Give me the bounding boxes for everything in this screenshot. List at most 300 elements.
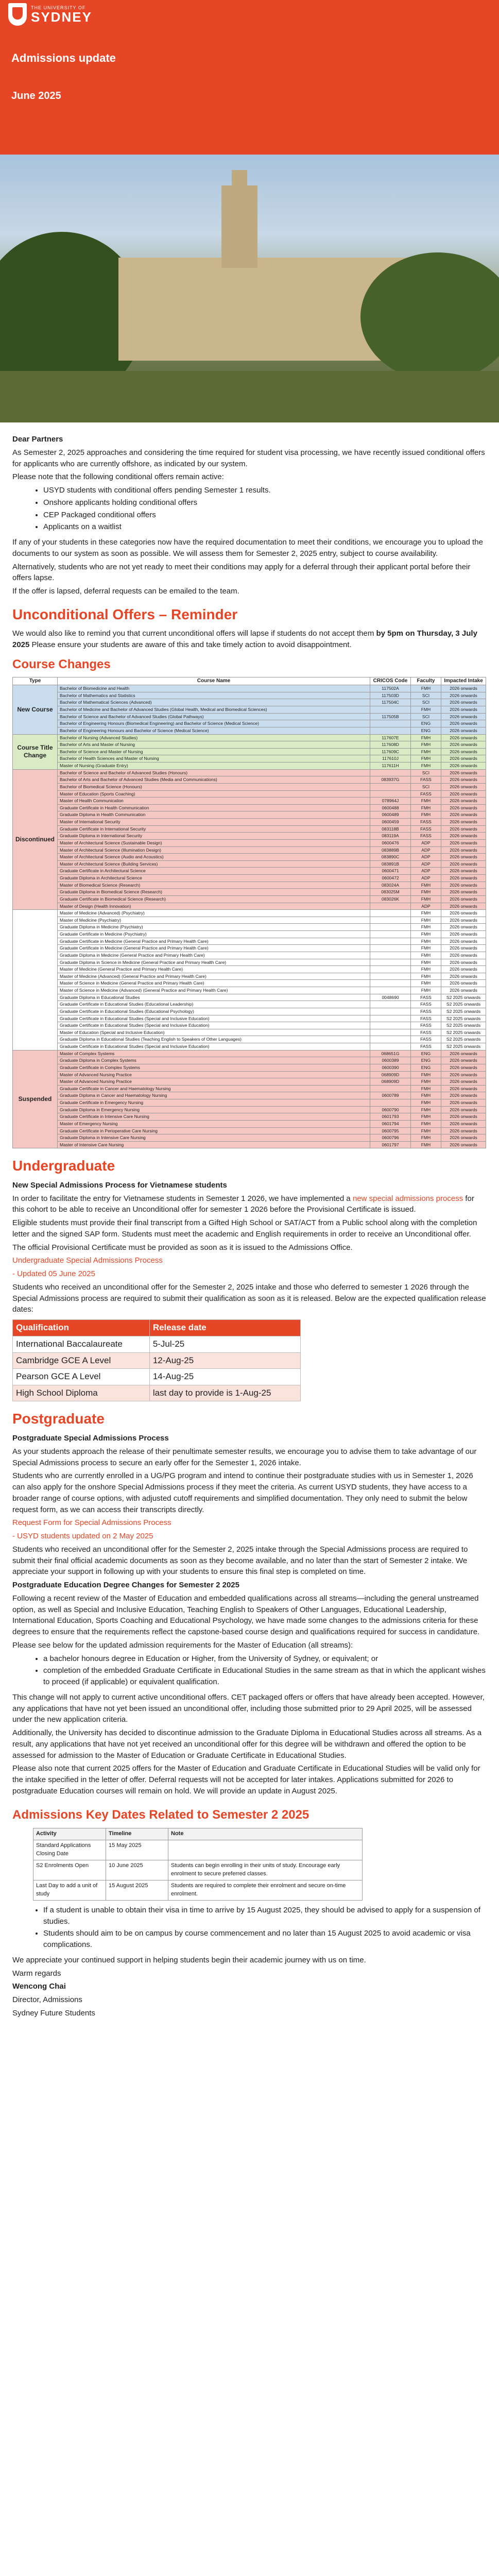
table-row (13, 783, 486, 790)
table-row (13, 748, 486, 755)
table-row (13, 952, 486, 959)
table-cell: 2026 onwards (441, 769, 486, 776)
table-row (13, 980, 486, 987)
table-cell: 2026 onwards (441, 1099, 486, 1107)
table-cell: 2026 onwards (441, 811, 486, 819)
pg-update-note: - USYD students updated on 2 May 2025 (12, 1532, 153, 1541)
table-cell (370, 720, 411, 727)
table-cell: Graduate Certificate in International Security (58, 825, 370, 833)
table-cell: 083119A (370, 833, 411, 840)
table-row (13, 1057, 486, 1064)
table-cell: 117611H (370, 762, 411, 770)
table-cell: 2026 onwards (441, 699, 486, 706)
table-cell: Bachelor of Mathematical Sciences (Advanced) (58, 699, 370, 706)
table-cell: Graduate Diploma in Intensive Care Nursing (58, 1134, 370, 1142)
table-cell: Graduate Certificate in Educational Studies (Special and Inclusive Education) (58, 1015, 370, 1022)
table-cell: 2026 onwards (441, 685, 486, 692)
table-cell: last day to provide is 1-Aug-25 (149, 1385, 300, 1401)
table-cell: Master of Science in Medicine (General Practice and Primary Health Care) (58, 980, 370, 987)
table-cell: 0600489 (370, 811, 411, 819)
table-cell: 083890C (370, 854, 411, 861)
table-cell: FASS (411, 776, 441, 784)
table-row (13, 860, 486, 868)
table-cell: Graduate Diploma in Science in Medicine (General Practice and Primary Health Care) (58, 959, 370, 966)
table-row (13, 706, 486, 714)
table-cell: S2 2025 onwards (441, 994, 486, 1001)
table-cell: 2026 onwards (441, 1141, 486, 1148)
table-cell: Master of Nursing (Graduate Entry) (58, 762, 370, 770)
table-cell: 2026 onwards (441, 854, 486, 861)
table-cell (370, 727, 411, 734)
table-cell (370, 938, 411, 945)
table-cell: Bachelor of Health Sciences and Master of Nursing (58, 755, 370, 762)
table-cell: Cambridge GCE A Level (13, 1352, 150, 1369)
table-cell: 083889B (370, 846, 411, 854)
list-item: • Applicants on a waitlist (43, 521, 487, 533)
requirements-list (12, 1653, 487, 1688)
course-changes-table (12, 677, 486, 1149)
table-cell: Graduate Certificate in Educational Studies (Educational Leadership) (58, 1001, 370, 1008)
table-cell: 0600390 (370, 1064, 411, 1071)
table-cell: Graduate Diploma in Educational Studies (58, 994, 370, 1001)
table-cell: 12-Aug-25 (149, 1352, 300, 1369)
crest-icon (8, 3, 27, 26)
table-cell: ADP (411, 903, 441, 910)
table-row (13, 833, 486, 840)
intro-paragraph: If any of your students in these categories now have the required documentation to meet their conditions, we encourage you to upload the documents to our system as soon as possible. We will assess them for Semester 2, 2025 entry, subject to course availability. (12, 538, 483, 558)
table-cell: Graduate Certificate in Emergency Nursing (58, 1099, 370, 1107)
table-cell: Graduate Certificate in Biomedical Science (Research) (58, 895, 370, 903)
table-cell (370, 987, 411, 994)
table-cell: Master of Intensive Care Nursing (58, 1141, 370, 1148)
table-cell: Standard Applications Closing Date (33, 1840, 106, 1860)
table-row (13, 846, 486, 854)
table-cell: Graduate Certificate in Medicine (Psychiatry) (58, 931, 370, 938)
table-cell: 2026 onwards (441, 1106, 486, 1113)
column-header: CRICOS Code (370, 677, 411, 685)
table-row (13, 692, 486, 699)
table-cell: ADP (411, 868, 441, 875)
table-cell: Master of Science in Medicine (Advanced) (General Practice and Primary Health Care) (58, 987, 370, 994)
column-header: Course Name (58, 677, 370, 685)
table-cell: Bachelor of Arts and Bachelor of Advanced Studies (Media and Communications) (58, 776, 370, 784)
table-row (13, 895, 486, 903)
table-row (13, 1141, 486, 1148)
column-header: Qualification (13, 1320, 150, 1336)
table-row (13, 1008, 486, 1015)
table-cell: Bachelor of Biomedical Science (Honours) (58, 783, 370, 790)
postgrad-paragraph: Following a recent review of the Master of Education and embedded qualifications across all streams—including the general unstreamed option, as well as Special and Inclusive Education, Teaching English to Speakers of Other Languages, Educational Leadership, International Education, Sports Coaching and Educational Psychology, we have made some changes to the admissions criteria for these degrees to ensure that the requirements reflect the capstone-based course design and qualifications required for success in candidature. (12, 1594, 480, 1637)
table-cell (370, 706, 411, 714)
section-title-postgraduate: Postgraduate (12, 1411, 105, 1427)
table-cell: 2026 onwards (441, 706, 486, 714)
table-cell: Master of Medicine (General Practice and Primary Health Care) (58, 966, 370, 973)
table-cell: FASS (411, 833, 441, 840)
postgrad-paragraph: Additionally, the University has decided to discontinue admission to the Graduate Diploma in Educational Studies across all streams. As a result, any applications that have not yet received an unconditional offer for this degree will be withdrawn and offered the option to be assessed for admission to the Master of Education or Graduate Certificate in Educational Studies. (12, 1728, 482, 1760)
table-row (13, 798, 486, 805)
table-cell: FASS (411, 819, 441, 826)
table-cell: Master of Architectural Science (Sustainable Design) (58, 839, 370, 846)
table-cell: 2026 onwards (441, 980, 486, 987)
table-cell: Master of Medicine (Advanced) (Psychiatry) (58, 910, 370, 917)
list-item: • completion of the embedded Graduate Certificate in Educational Studies in the same stream as that in which the applicant wishes to proceed (if applicable) or equivalent qualification. (43, 1665, 487, 1688)
table-cell: SCI (411, 769, 441, 776)
newsletter-body (0, 422, 499, 2576)
table-cell: Students can begin enrolling in their units of study. Encourage early enrolment to secure preferred classes. (168, 1860, 363, 1880)
table-cell: 2026 onwards (441, 720, 486, 727)
table-cell (370, 966, 411, 973)
table-cell: 0600476 (370, 839, 411, 846)
table-cell: FASS (411, 1001, 441, 1008)
intro-paragraph: Please note that the following conditional offers remain active: (12, 472, 224, 482)
table-row (13, 1134, 486, 1142)
table-cell: 2026 onwards (441, 1071, 486, 1078)
table-cell: 2026 onwards (441, 882, 486, 889)
table-row (13, 776, 486, 784)
table-cell: Graduate Diploma in Biomedical Science (Research) (58, 889, 370, 896)
table-cell: Master of Biomedical Science (Research) (58, 882, 370, 889)
table-cell: Graduate Certificate in Architectural Science (58, 868, 370, 875)
table-cell: Graduate Certificate in Health Communication (58, 804, 370, 811)
list-item: • Students should aim to be on campus by course commencement and no later than 15 August 2025 to avoid academic or visa complications. (43, 1928, 487, 1951)
table-cell: Graduate Certificate in Educational Studies (Special and Inclusive Education) (58, 1022, 370, 1029)
group-label: New Course (13, 685, 58, 734)
key-dates-table (33, 1828, 363, 1901)
table-row (13, 931, 486, 938)
table-cell: 083118B (370, 825, 411, 833)
table-cell (370, 1043, 411, 1050)
release-dates-table (12, 1319, 301, 1401)
table-cell: Bachelor of Engineering Honours (Biomedical Engineering) and Bachelor of Science (Medical Science) (58, 720, 370, 727)
column-header: Activity (33, 1828, 106, 1840)
table-cell: FMH (411, 1141, 441, 1148)
table-row (13, 868, 486, 875)
table-cell: Graduate Diploma in Architectural Science (58, 875, 370, 882)
table-cell: 068651G (370, 1050, 411, 1057)
column-header: Impacted Intake (441, 677, 486, 685)
table-cell: 2026 onwards (441, 952, 486, 959)
table-row (13, 973, 486, 980)
table-cell (370, 910, 411, 917)
table-cell: S2 2025 onwards (441, 1008, 486, 1015)
table-row (13, 1106, 486, 1113)
text-run: for this cohort to be able to receive an Unconditional offer for semester 1 2026 before the Provisional Certificate is issued. (12, 1194, 474, 1214)
table-cell (370, 1099, 411, 1107)
table-cell: S2 2025 onwards (441, 1036, 486, 1043)
undergrad-paragraph: Eligible students must provide their final transcript from a Gifted High School or SAT/ACT from a Public school along with the completion letter and the signed SAP form. Students must meet the academic and English requirements in order to receive an Unconditional offer. (12, 1218, 477, 1239)
table-cell: 2026 onwards (441, 1113, 486, 1121)
table-cell: Graduate Certificate in Perioperative Care Nursing (58, 1127, 370, 1134)
table-cell: FMH (411, 1113, 441, 1121)
logo-small-text: THE UNIVERSITY OF (31, 5, 86, 10)
table-cell: FMH (411, 987, 441, 994)
table-row (13, 713, 486, 720)
table-cell: Graduate Diploma in Cancer and Haematology Nursing (58, 1092, 370, 1099)
table-cell: 2026 onwards (441, 1092, 486, 1099)
table-row (13, 1078, 486, 1086)
table-cell: S2 2025 onwards (441, 1043, 486, 1050)
table-row (13, 839, 486, 846)
table-cell: Master of Advanced Nursing Practice (58, 1071, 370, 1078)
table-cell: 117504C (370, 699, 411, 706)
table-cell: S2 2025 onwards (441, 1015, 486, 1022)
table-row (13, 1022, 486, 1029)
table-row (13, 966, 486, 973)
table-cell: 2026 onwards (441, 931, 486, 938)
table-cell: Graduate Certificate in Medicine (General Practice and Primary Health Care) (58, 938, 370, 945)
table-cell: 2026 onwards (441, 924, 486, 931)
table-cell: Master of Emergency Nursing (58, 1120, 370, 1127)
table-cell: Graduate Certificate in Complex Systems (58, 1064, 370, 1071)
table-cell: 2026 onwards (441, 945, 486, 952)
table-cell: FMH (411, 966, 441, 973)
table-cell: 2026 onwards (441, 910, 486, 917)
table-cell: Graduate Certificate in Cancer and Haematology Nursing (58, 1085, 370, 1092)
table-cell: Bachelor of Arts and Master of Nursing (58, 741, 370, 749)
table-row (13, 1029, 486, 1036)
table-cell: SCI (411, 783, 441, 790)
table-cell: Graduate Certificate in Educational Studies (Educational Psychology) (58, 1008, 370, 1015)
text-run: In order to facilitate the entry for Vietnamese students in Semester 1 2026, we have implemented a (12, 1194, 353, 1203)
table-cell: SCI (411, 699, 441, 706)
undergrad-paragraph (12, 1193, 487, 1216)
table-cell: ADP (411, 846, 441, 854)
table-cell: FMH (411, 895, 441, 903)
header-banner (0, 0, 499, 155)
table-cell: 2026 onwards (441, 917, 486, 924)
text-run: We would also like to remind you that current unconditional offers will lapse if students do not accept them (12, 629, 376, 638)
column-header: Type (13, 677, 58, 685)
table-row (13, 1050, 486, 1057)
table-cell: FASS (411, 1036, 441, 1043)
postgrad-subtitle: Postgraduate Special Admissions Process (12, 1434, 169, 1443)
table-cell: FMH (411, 706, 441, 714)
table-cell (370, 1022, 411, 1029)
table-cell: 2026 onwards (441, 938, 486, 945)
table-cell: FMH (411, 973, 441, 980)
table-cell: Graduate Diploma in Health Communication (58, 811, 370, 819)
table-cell: 2026 onwards (441, 776, 486, 784)
table-cell: FMH (411, 980, 441, 987)
newsletter-date: June 2025 (11, 90, 61, 101)
key-dates-notes (12, 1905, 487, 1951)
table-cell: 2026 onwards (441, 819, 486, 826)
table-cell: 2026 onwards (441, 1085, 486, 1092)
undergrad-paragraph: Students who received an unconditional offer for the Semester 2, 2025 intake and those who deferred to semester 1 2026 through the Special Admissions process are required to submit their qualification as soon as it is released. Below are the expected qualification release dates: (12, 1282, 486, 1314)
table-cell: FASS (411, 1022, 441, 1029)
table-cell (370, 924, 411, 931)
table-cell: Master of Design (Health Innovation) (58, 903, 370, 910)
table-cell: 2026 onwards (441, 748, 486, 755)
table-cell (370, 1085, 411, 1092)
table-cell: FMH (411, 755, 441, 762)
table-cell: 117610J (370, 755, 411, 762)
column-header: Release date (149, 1320, 300, 1336)
table-row (13, 889, 486, 896)
logo-large-text: SYDNEY (31, 9, 92, 25)
table-cell: 0601793 (370, 1113, 411, 1121)
table-cell: ADP (411, 839, 441, 846)
table-cell: Master of Education (Special and Inclusive Education) (58, 1029, 370, 1036)
university-logo[interactable] (8, 3, 92, 26)
table-cell: 2026 onwards (441, 755, 486, 762)
table-cell: Bachelor of Medicine and Bachelor of Advanced Studies (Global Health, Medical and Biomedical Sciences) (58, 706, 370, 714)
table-cell: 0048690 (370, 994, 411, 1001)
table-row (13, 1015, 486, 1022)
list-item: • Onshore applicants holding conditional offers (43, 497, 487, 509)
table-cell: Master of Complex Systems (58, 1050, 370, 1057)
table-cell: Master of Architectural Science (Illumination Design) (58, 846, 370, 854)
section-title-key-dates: Admissions Key Dates Related to Semester 2 2025 (12, 1807, 309, 1822)
table-cell: 083025M (370, 889, 411, 896)
table-row (13, 959, 486, 966)
table-cell: Graduate Diploma in Educational Studies (Teaching English to Speakers of Other Languages) (58, 1036, 370, 1043)
intro-paragraph: As Semester 2, 2025 approaches and considering the time required for student visa processing, we have recently issued conditional offers for applicants who are currently offshore, as indicated by our system. (12, 448, 485, 468)
table-cell: Bachelor of Nursing (Advanced Studies) (58, 734, 370, 741)
table-cell: FMH (411, 910, 441, 917)
ug-update-note: - Updated 05 June 2025 (12, 1269, 95, 1279)
table-cell: 15 May 2025 (106, 1840, 168, 1860)
list-item: • a bachelor honours degree in Education or Higher, from the University of Sydney, or equivalent; or (43, 1653, 487, 1665)
table-cell: 2026 onwards (441, 692, 486, 699)
table-row (13, 910, 486, 917)
table-cell: 0600796 (370, 1134, 411, 1142)
table-cell: 2026 onwards (441, 959, 486, 966)
group-label (13, 910, 58, 1050)
table-row (13, 727, 486, 734)
table-row (13, 699, 486, 706)
postgrad-paragraph: Students who received an unconditional offer for the Semester 2, 2025 intake through the Special Admissions process are required to submit their final official academic documents as soon as they become available, and no later than the start of Semester 2 intake. We appreciate your support in following up with your students to ensure this final step is completed on time. (12, 1545, 468, 1577)
table-cell: 117505B (370, 713, 411, 720)
table-cell: FMH (411, 945, 441, 952)
table-cell: Last Day to add a unit of study (33, 1880, 106, 1901)
table-row (13, 811, 486, 819)
table-cell: 2026 onwards (441, 1134, 486, 1142)
table-cell: ENG (411, 727, 441, 734)
table-cell (370, 931, 411, 938)
table-cell: 2026 onwards (441, 1064, 486, 1071)
table-cell (370, 1015, 411, 1022)
table-cell: ENG (411, 1064, 441, 1071)
lawn-shape (0, 371, 499, 422)
table-cell: Pearson GCE A Level (13, 1369, 150, 1385)
table-cell: 2026 onwards (441, 783, 486, 790)
table-cell: 15 August 2025 (106, 1880, 168, 1901)
table-cell: 0600790 (370, 1106, 411, 1113)
deadline-text: by 5pm on Thursday, 3 July 2025 (12, 629, 477, 650)
table-cell: FMH (411, 1127, 441, 1134)
table-cell: 117607E (370, 734, 411, 741)
table-cell: FMH (411, 917, 441, 924)
group-label: Discontinued (13, 769, 58, 910)
table-cell: Graduate Diploma in Medicine (Psychiatry) (58, 924, 370, 931)
table-cell: 117503D (370, 692, 411, 699)
table-cell: Graduate Diploma in Medicine (General Practice and Primary Health Care) (58, 952, 370, 959)
table-cell: ENG (411, 720, 441, 727)
table-cell: 2026 onwards (441, 762, 486, 770)
closing-salutation: Warm regards (12, 1969, 61, 1978)
table-cell: Bachelor of Science and Bachelor of Advanced Studies (Honours) (58, 769, 370, 776)
table-cell: FASS (411, 825, 441, 833)
table-cell: 2026 onwards (441, 895, 486, 903)
section-title-unconditional: Unconditional Offers – Reminder (12, 606, 238, 622)
table-cell: FASS (411, 1015, 441, 1022)
table-row (13, 1036, 486, 1043)
ug-special-admissions-link[interactable]: Undergraduate Special Admissions Process (12, 1256, 163, 1265)
table-cell: FMH (411, 1071, 441, 1078)
table-cell: 2026 onwards (441, 987, 486, 994)
undergrad-subtitle: New Special Admissions Process for Vietnamese students (12, 1180, 227, 1190)
table-cell: FMH (411, 924, 441, 931)
table-cell: FMH (411, 1120, 441, 1127)
signatory-role: Director, Admissions (12, 1995, 82, 2005)
intro-paragraph: If the offer is lapsed, deferral requests can be emailed to the team. (12, 587, 239, 596)
table-cell: FMH (411, 931, 441, 938)
table-cell: FMH (411, 804, 441, 811)
table-row (13, 1113, 486, 1121)
undergrad-paragraph: The official Provisional Certificate must be provided as soon as it is issued to the Admissions Office. (12, 1243, 353, 1252)
table-cell: ADP (411, 875, 441, 882)
table-cell: 083024A (370, 882, 411, 889)
table-cell: 0600789 (370, 1092, 411, 1099)
column-header: Note (168, 1828, 363, 1840)
postgrad-paragraph: As your students approach the release of their penultimate semester results, we encourage you to advise them to take advantage of our Special Admissions process to secure an early offer for the Semester 1, 2026 intake. (12, 1447, 477, 1467)
table-cell: FMH (411, 798, 441, 805)
table-cell: 117608D (370, 741, 411, 749)
table-cell: 083937G (370, 776, 411, 784)
table-cell: Graduate Certificate in Intensive Care Nursing (58, 1113, 370, 1121)
table-cell: Master of Medicine (Psychiatry) (58, 917, 370, 924)
table-cell: ADP (411, 854, 441, 861)
table-row (13, 854, 486, 861)
table-row (13, 734, 486, 741)
intro-paragraph: Alternatively, students who are not yet ready to meet their conditions may apply for a deferral through their applicant portal before their offers lapse. (12, 562, 471, 583)
column-header: Faculty (411, 677, 441, 685)
table-cell: Bachelor of Science and Master of Nursing (58, 748, 370, 755)
table-row (13, 819, 486, 826)
table-cell: 0600459 (370, 819, 411, 826)
table-cell: 068909D (370, 1078, 411, 1086)
postgrad-paragraph: Students who are currently enrolled in a UG/PG program and intend to continue their postgraduate studies with us in Semester 1, 2026 can also apply for the onshore Special Admissions process if they meet the criteria. As current USYD students, they have access to a broader range of course options, with adjusted cutoff requirements and simplified documentation. They only need to submit the below request form, as we can access their transcripts directly. (12, 1471, 473, 1514)
table-cell: 117609C (370, 748, 411, 755)
clock-tower (221, 185, 257, 268)
table-cell (370, 1001, 411, 1008)
table-cell: 2026 onwards (441, 790, 486, 798)
table-cell: 2026 onwards (441, 903, 486, 910)
table-row (13, 720, 486, 727)
table-cell: FMH (411, 748, 441, 755)
table-cell: Graduate Diploma in Complex Systems (58, 1057, 370, 1064)
table-cell: FASS (411, 1043, 441, 1050)
table-cell: Bachelor of Mathematics and Statistics (58, 692, 370, 699)
table-cell: Graduate Diploma in International Security (58, 833, 370, 840)
table-cell: Graduate Certificate in Medicine (General Practice and Primary Health Care) (58, 945, 370, 952)
table-cell: 117502A (370, 685, 411, 692)
table-cell (370, 952, 411, 959)
table-row (13, 1092, 486, 1099)
table-row (13, 1127, 486, 1134)
table-cell: FMH (411, 1134, 441, 1142)
special-admissions-link[interactable]: new special admissions process (352, 1194, 463, 1203)
table-cell: Bachelor of Biomedicine and Health (58, 685, 370, 692)
table-cell: 0600795 (370, 1127, 411, 1134)
table-row (13, 875, 486, 882)
table-row (13, 1099, 486, 1107)
table-row (13, 1120, 486, 1127)
table-cell: S2 2025 onwards (441, 1001, 486, 1008)
request-form-link[interactable]: Request Form for Special Admissions Process (12, 1518, 171, 1528)
table-cell: 068909D (370, 1071, 411, 1078)
